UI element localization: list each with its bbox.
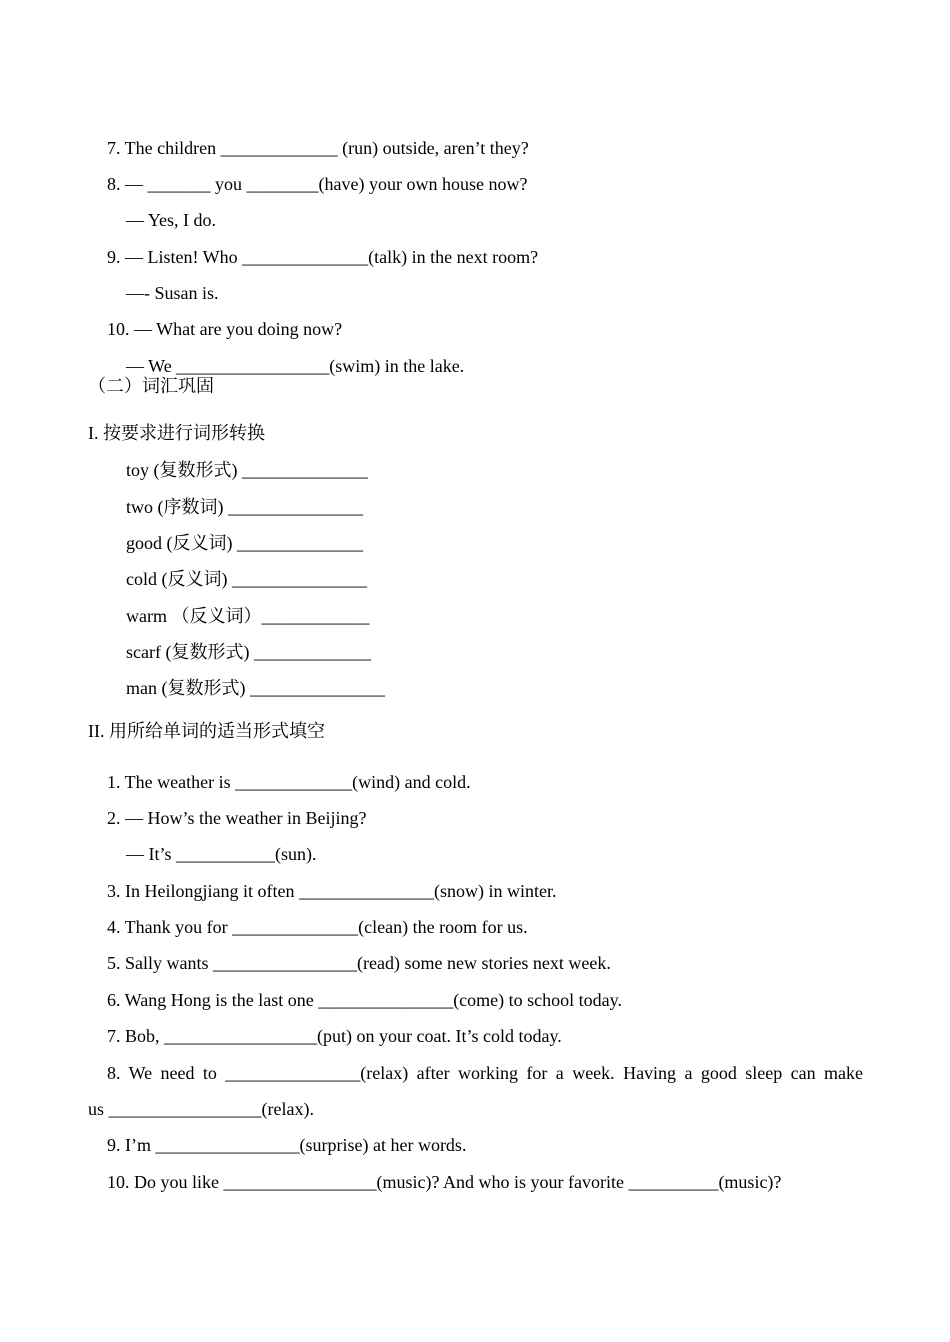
fill-blank-item: 5. Sally wants ________________(read) some new stories next week.: [107, 953, 611, 973]
word-form-item: two (序数词) _______________: [126, 497, 363, 517]
word-form-item: good (反义词) ______________: [126, 533, 363, 553]
fill-blank-item: 6. Wang Hong is the last one _______________(come) to school today.: [107, 990, 622, 1010]
word-form-item: toy (复数形式) ______________: [126, 460, 368, 480]
fill-blank-item: 3. In Heilongjiang it often _______________(snow) in winter.: [107, 881, 557, 901]
fill-blank-item: 8. We need to _______________(relax) after working for a week. Having a good sleep can make: [107, 1063, 863, 1083]
question-10-answer: — We _________________(swim) in the lake.: [126, 356, 465, 376]
word-form-item: scarf (复数形式) _____________: [126, 642, 371, 662]
question-9: 9. — Listen! Who ______________(talk) in the next room?: [107, 247, 539, 267]
part-i-heading: I. 按要求进行词形转换: [88, 423, 265, 443]
question-9-answer: —- Susan is.: [126, 283, 219, 303]
section-heading-vocabulary: （二）词汇巩固: [88, 376, 214, 396]
fill-blank-item: 1. The weather is _____________(wind) and cold.: [107, 772, 471, 792]
fill-blank-item: 4. Thank you for ______________(clean) the room for us.: [107, 917, 528, 937]
word-form-item: man (复数形式) _______________: [126, 678, 385, 698]
word-form-item: cold (反义词) _______________: [126, 569, 367, 589]
fill-blank-item: 2. — How’s the weather in Beijing?: [107, 808, 367, 828]
part-ii-heading: II. 用所给单词的适当形式填空: [88, 721, 325, 741]
question-10: 10. — What are you doing now?: [107, 319, 343, 339]
question-8: 8. — _______ you ________(have) your own house now?: [107, 174, 528, 194]
fill-blank-item: 7. Bob, _________________(put) on your coat. It’s cold today.: [107, 1026, 562, 1046]
word-form-item: warm （反义词）____________: [126, 606, 370, 626]
question-8-answer: — Yes, I do.: [126, 210, 217, 230]
fill-blank-item: — It’s ___________(sun).: [126, 844, 317, 864]
question-7: 7. The children _____________ (run) outside, aren’t they?: [107, 138, 529, 158]
fill-blank-item-continued: us _________________(relax).: [88, 1099, 314, 1119]
fill-blank-item: 9. I’m ________________(surprise) at her words.: [107, 1135, 467, 1155]
fill-blank-item: 10. Do you like _________________(music)? And who is your favorite __________(music)?: [107, 1172, 782, 1192]
